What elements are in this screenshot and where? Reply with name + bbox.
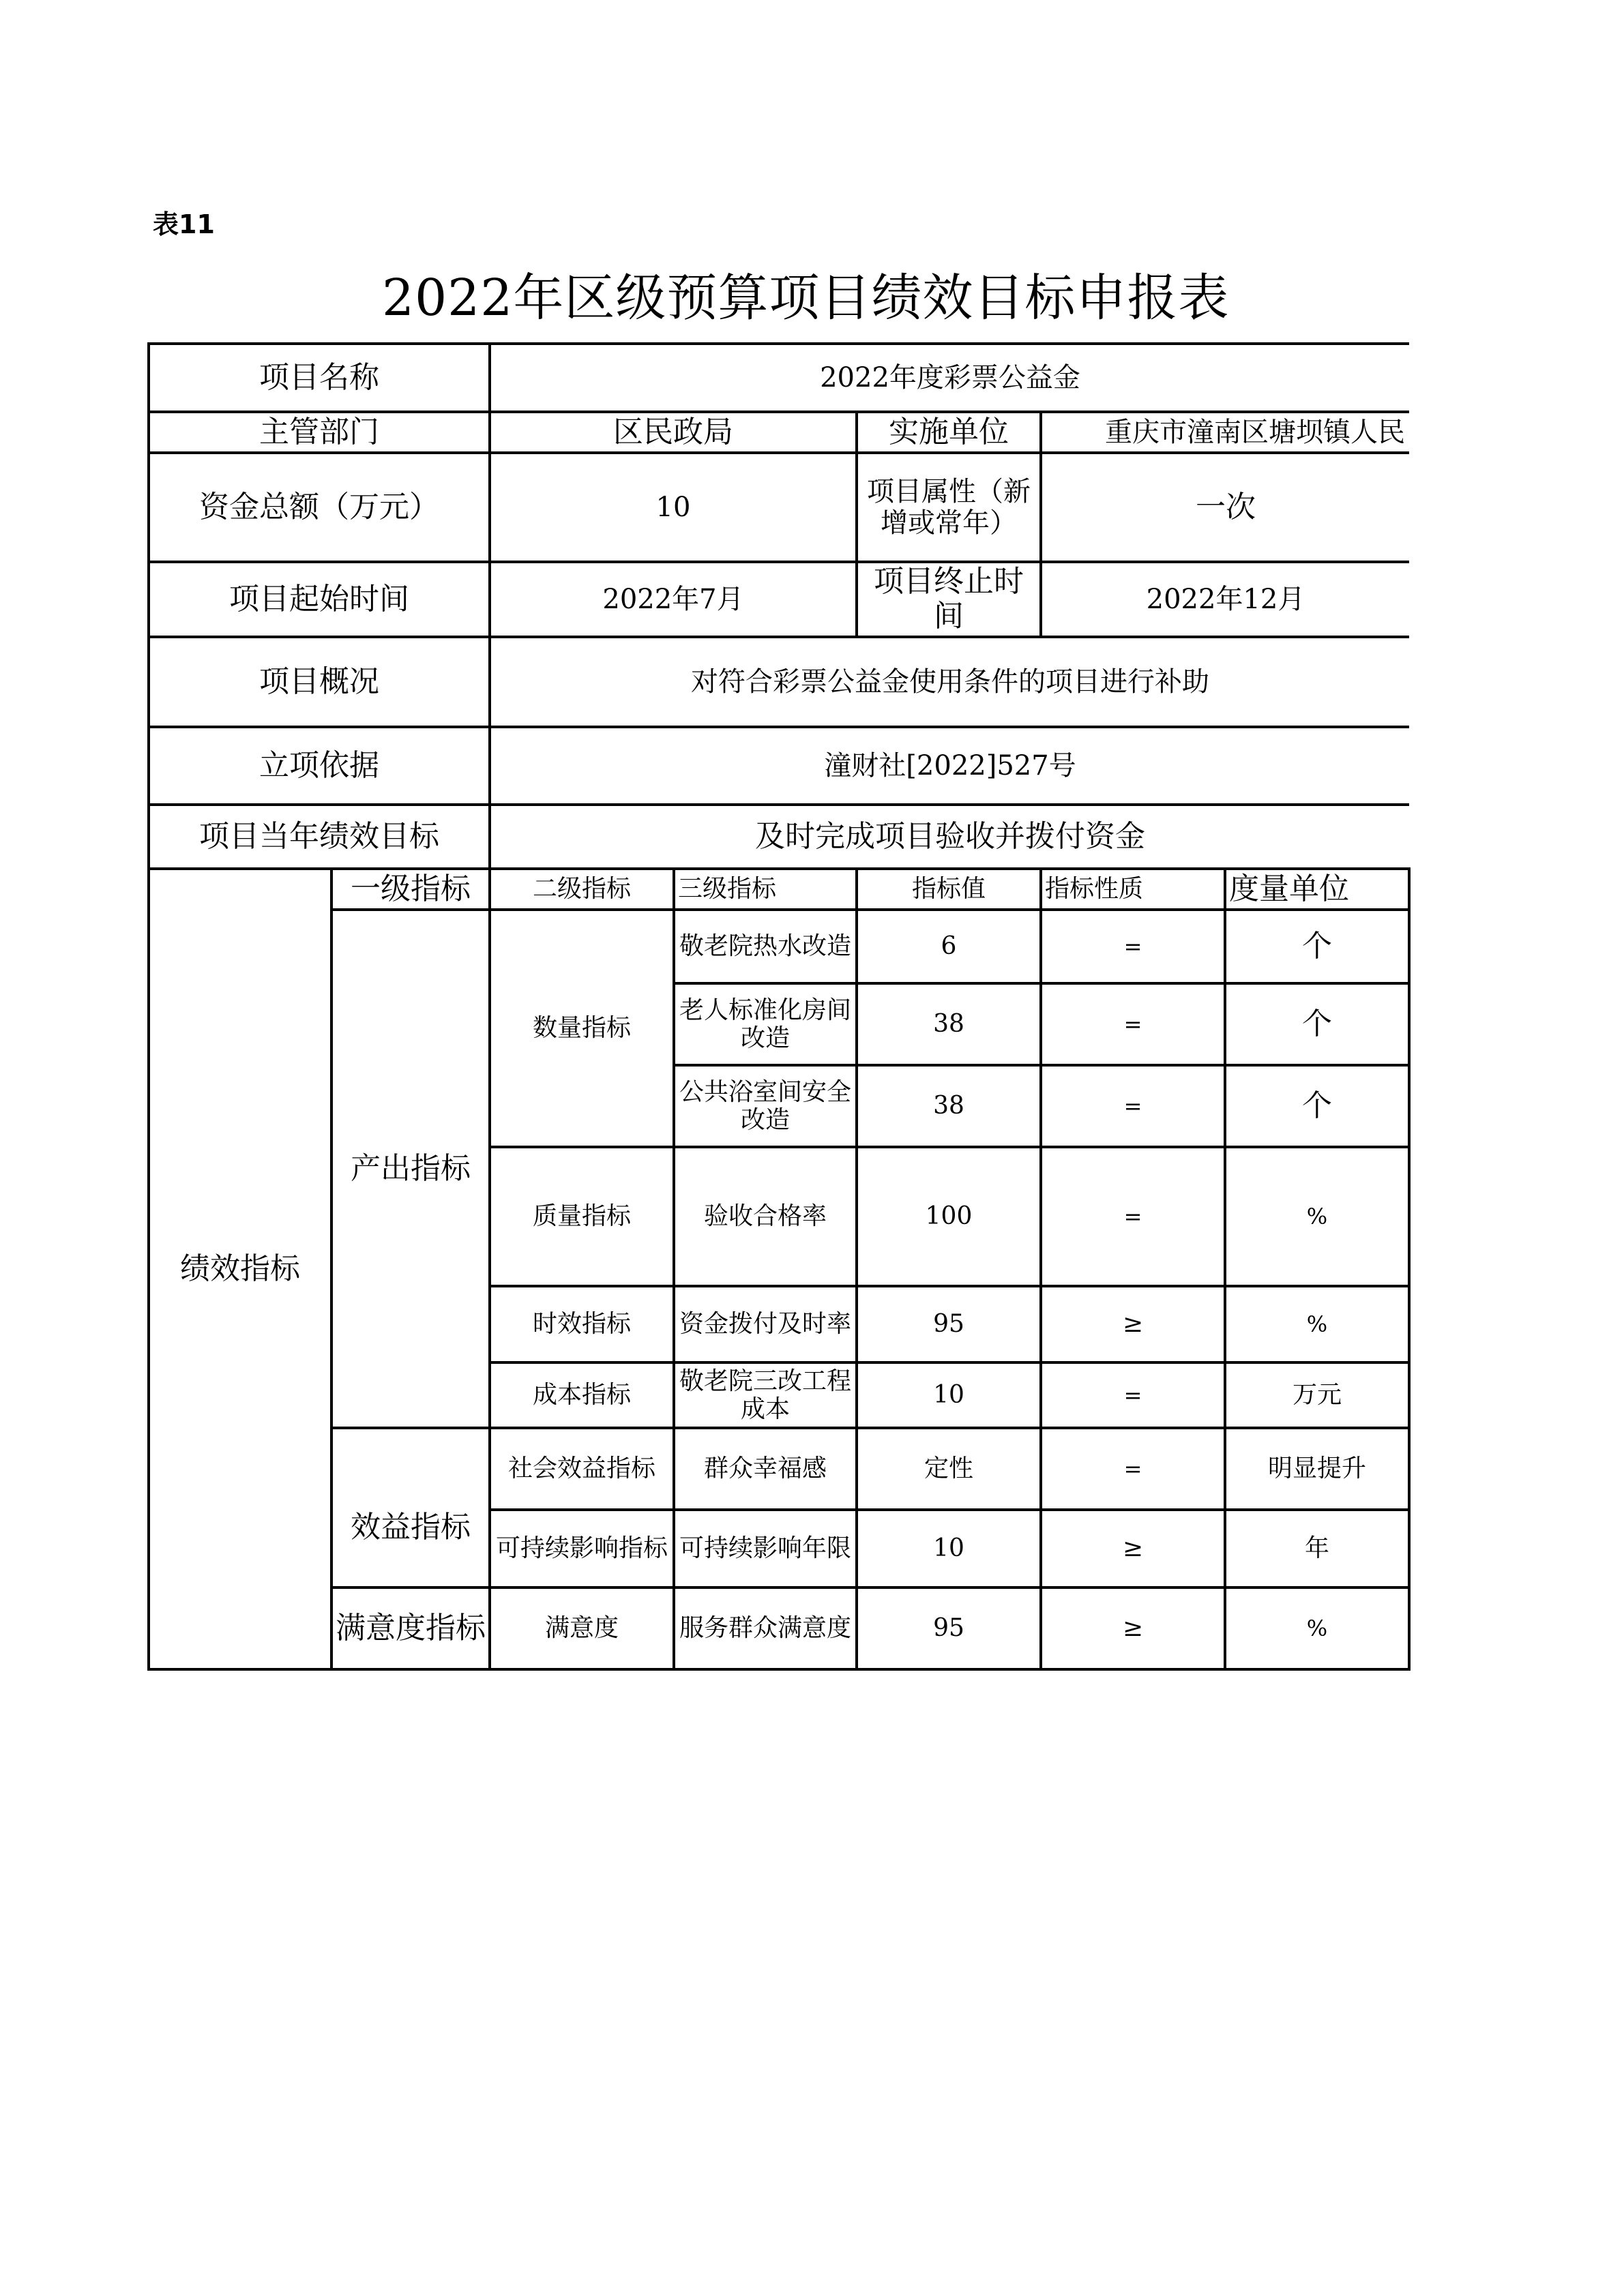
indicator-unit: % [1225,1286,1409,1362]
indicator-value: 38 [857,1065,1041,1147]
level2-quantity: 数量指标 [490,910,674,1147]
indicator-name: 验收合格率 [674,1147,857,1286]
basis-value: 潼财社[2022]527号 [490,727,1409,805]
level2-sustain: 可持续影响指标 [490,1510,674,1587]
project-name-value: 2022年度彩票公益金 [490,344,1409,412]
header-value: 指标值 [857,869,1041,910]
indicator-unit: 万元 [1225,1362,1409,1428]
indicator-value: 10 [857,1362,1041,1428]
level2-satisfaction: 满意度 [490,1587,674,1669]
table-number-label: 表11 [153,209,215,239]
indicator-nature: = [1041,1428,1225,1510]
dept-label: 主管部门 [149,412,490,453]
indicator-unit: 个 [1225,910,1409,983]
indicator-nature: ≥ [1041,1510,1225,1587]
indicator-nature: = [1041,1065,1225,1147]
goal-label: 项目当年绩效目标 [149,805,490,869]
indicator-row [149,1428,1409,1510]
level2-cost: 成本指标 [490,1362,674,1428]
start-value: 2022年7月 [490,562,857,637]
indicator-unit: % [1225,1147,1409,1286]
level2-social: 社会效益指标 [490,1428,674,1510]
start-label: 项目起始时间 [149,562,490,637]
level2-timeliness: 时效指标 [490,1286,674,1362]
header-level2: 二级指标 [490,869,674,910]
indicator-value: 95 [857,1587,1041,1669]
indicator-nature: = [1041,1362,1225,1428]
indicator-unit: 个 [1225,983,1409,1065]
indicator-name: 敬老院三改工程成本 [674,1362,857,1428]
project-name-label: 项目名称 [149,344,490,412]
overview-label: 项目概况 [149,637,490,727]
level1-benefit: 效益指标 [331,1428,490,1587]
basis-label: 立项依据 [149,727,490,805]
level2-quality: 质量指标 [490,1147,674,1286]
end-label: 项目终止时间 [857,562,1041,637]
indicator-nature: = [1041,910,1225,983]
attr-value: 一次 [1041,453,1409,562]
indicator-value: 6 [857,910,1041,983]
performance-target-form [147,342,1411,1671]
end-value: 2022年12月 [1041,562,1409,637]
indicator-name: 敬老院热水改造 [674,910,857,983]
goal-value: 及时完成项目验收并拨付资金 [490,805,1409,869]
impl-unit-label: 实施单位 [857,412,1041,453]
indicator-value: 100 [857,1147,1041,1286]
indicator-name: 可持续影响年限 [674,1510,857,1587]
indicator-unit: % [1225,1587,1409,1669]
indicator-unit: 明显提升 [1225,1428,1409,1510]
impl-unit-value: 重庆市潼南区塘坝镇人民 [1041,412,1409,453]
header-level3: 三级指标 [674,869,857,910]
level1-output: 产出指标 [331,910,490,1428]
indicator-name: 资金拨付及时率 [674,1286,857,1362]
performance-indicators-label: 绩效指标 [149,869,331,1669]
indicator-unit: 年 [1225,1510,1409,1587]
indicator-name: 老人标准化房间改造 [674,983,857,1065]
header-nature: 指标性质 [1041,869,1225,910]
indicator-nature: ≥ [1041,1286,1225,1362]
indicator-name: 公共浴室间安全改造 [674,1065,857,1147]
indicator-value: 10 [857,1510,1041,1587]
dept-value: 区民政局 [490,412,857,453]
indicator-name: 服务群众满意度 [674,1587,857,1669]
indicator-nature: = [1041,983,1225,1065]
attr-label: 项目属性（新增或常年） [857,453,1041,562]
document-title: 2022年区级预算项目绩效目标申报表 [382,269,1230,327]
header-unit: 度量单位 [1225,869,1409,910]
indicator-row [149,1587,1409,1669]
indicator-unit: 个 [1225,1065,1409,1147]
header-level1: 一级指标 [331,869,490,910]
indicator-name: 群众幸福感 [674,1428,857,1510]
level1-satisfaction: 满意度指标 [331,1587,490,1669]
indicator-value: 定性 [857,1428,1041,1510]
indicator-value: 38 [857,983,1041,1065]
amount-label: 资金总额（万元） [149,453,490,562]
indicator-value: 95 [857,1286,1041,1362]
indicator-nature: ≥ [1041,1587,1225,1669]
amount-value: 10 [490,453,857,562]
indicator-nature: = [1041,1147,1225,1286]
overview-value: 对符合彩票公益金使用条件的项目进行补助 [490,637,1409,727]
indicator-row [149,910,1409,983]
